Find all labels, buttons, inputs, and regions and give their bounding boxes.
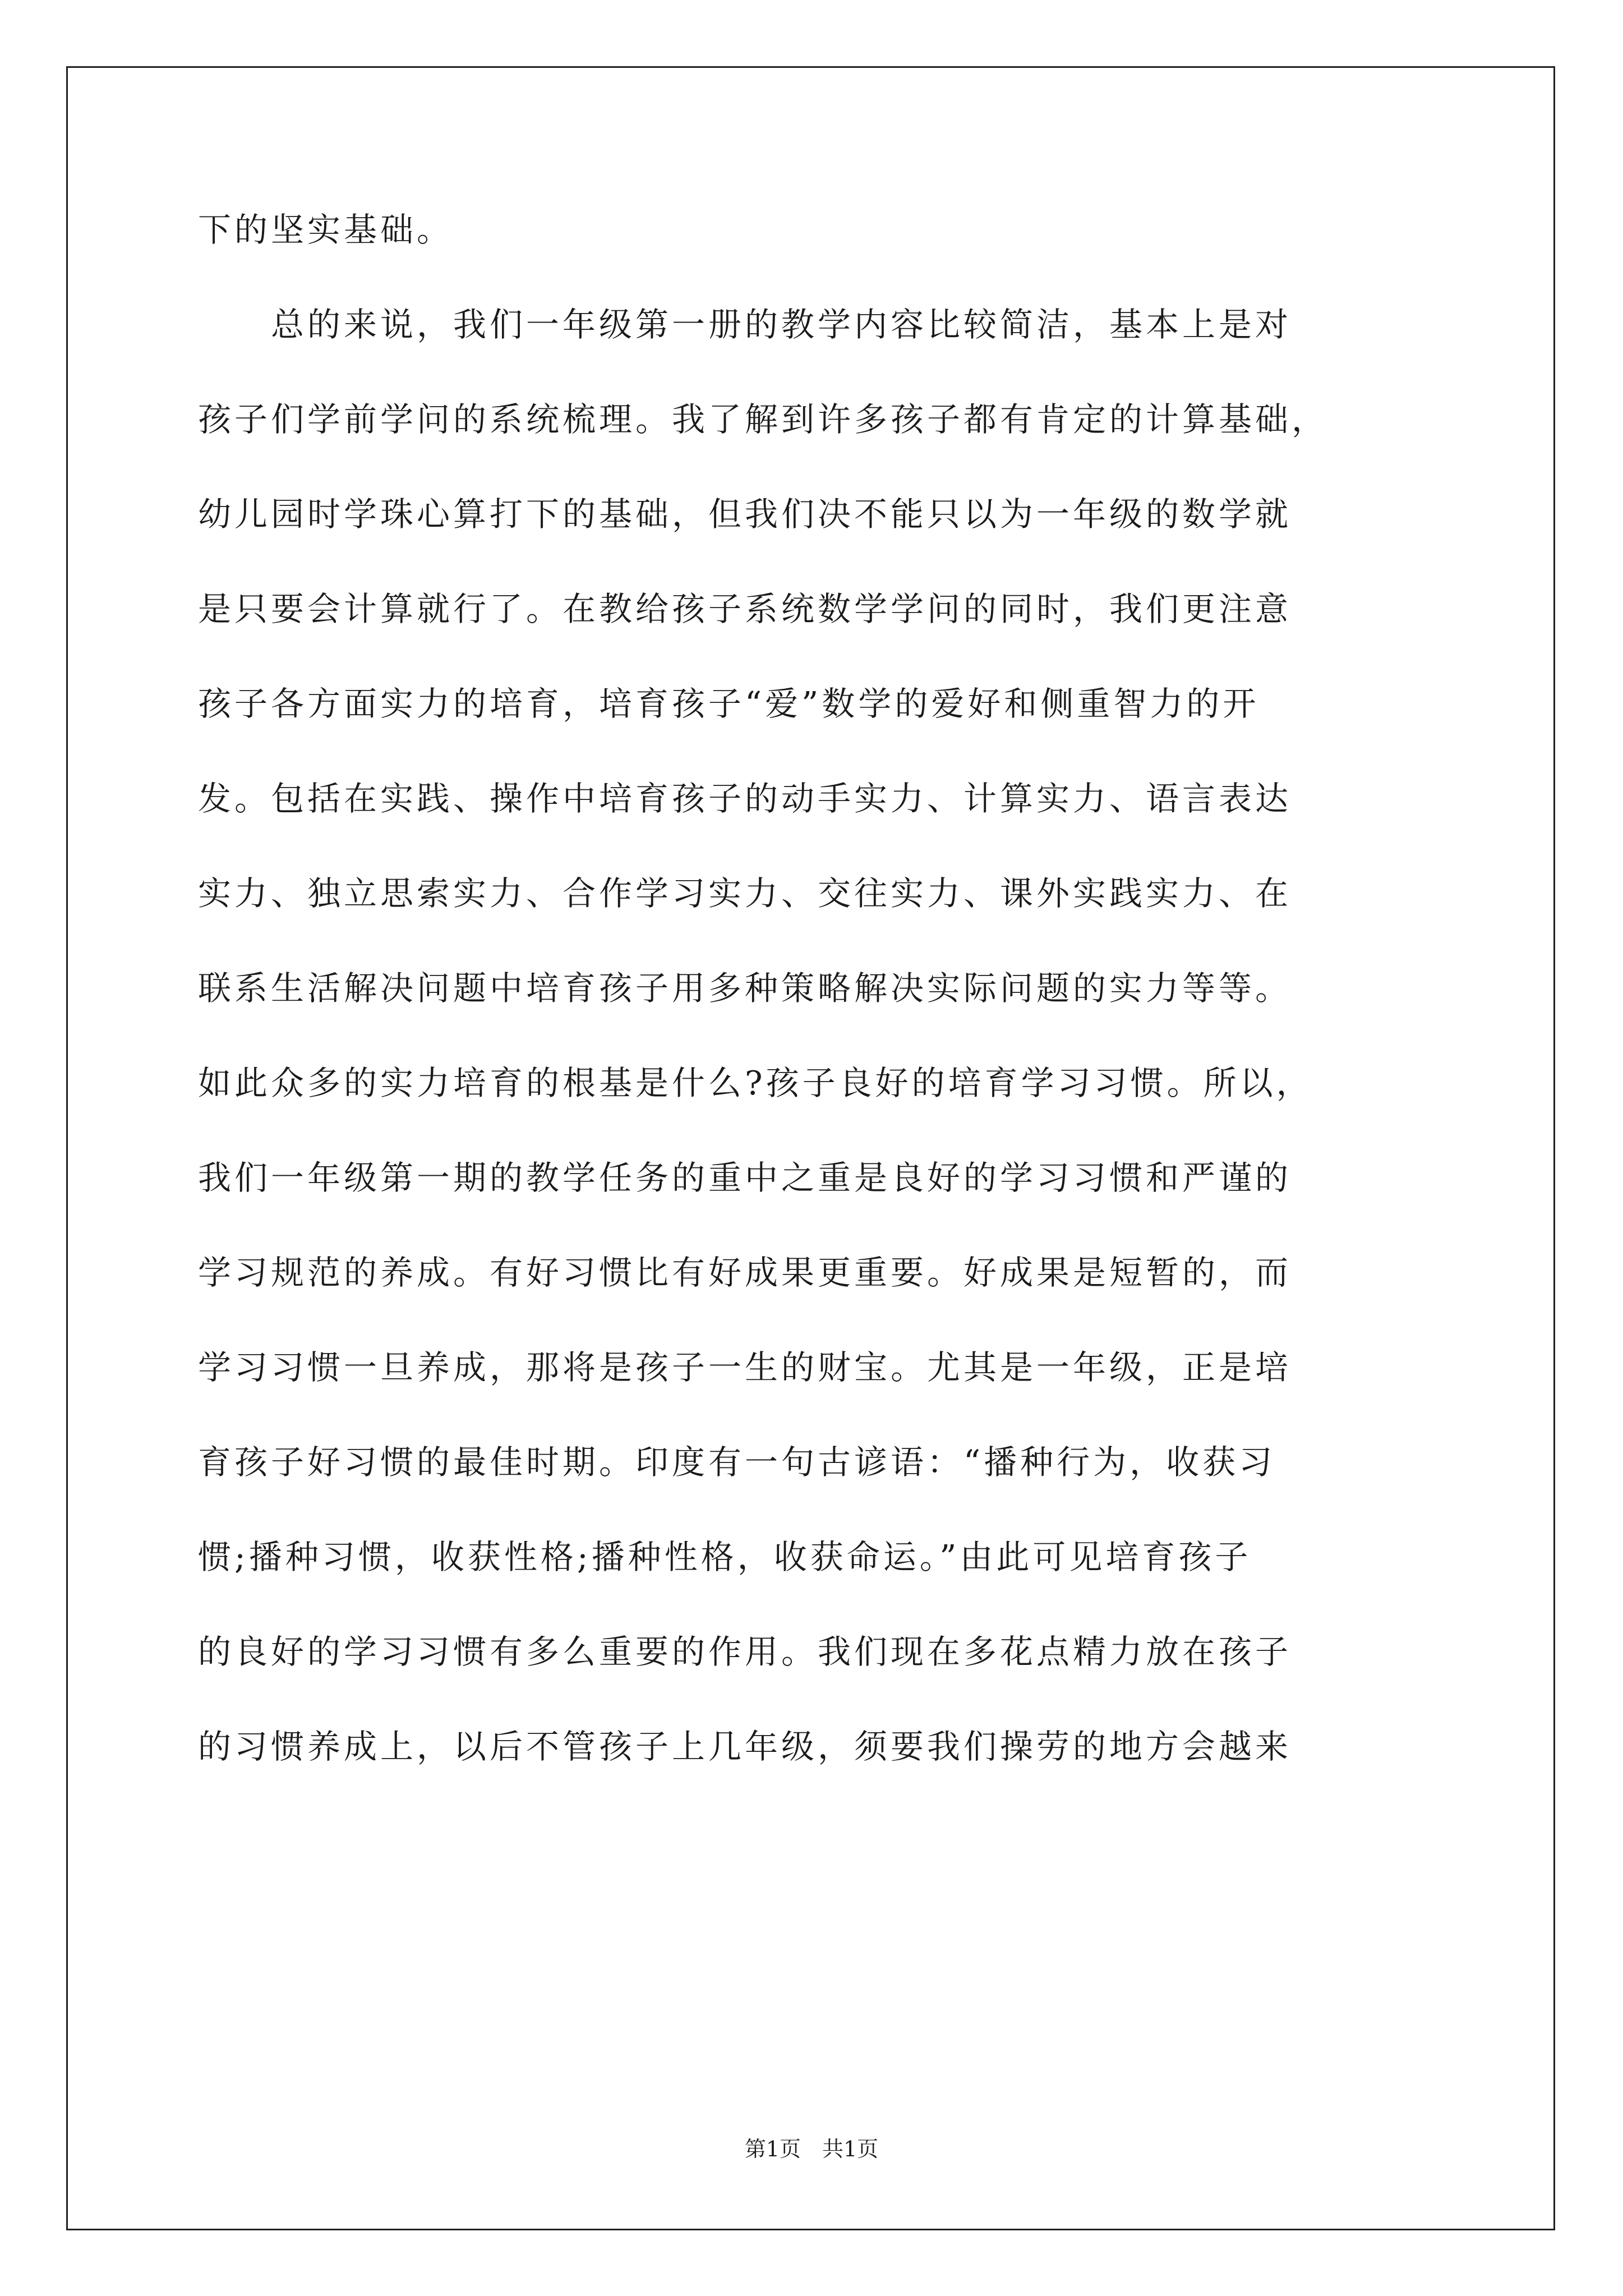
text-line: 的良好的学习习惯有多么重要的作用。我们现在多花点精力放在孩子 [198, 1632, 1292, 1671]
text-line: 是只要会计算就行了。在教给孩子系统数学学问的同时，我们更注意 [198, 590, 1292, 628]
text-line: 孩子们学前学问的系统梳理。我了解到许多孩子都有肯定的计算基础， [198, 400, 1329, 439]
page-border [66, 66, 1555, 2230]
text-line: 孩子各方面实力的培育，培育孩子“爱”数学的爱好和侧重智力的开 [198, 684, 1260, 723]
text-line: 下的坚实基础。 [198, 210, 454, 249]
text-line: 联系生活解决问题中培育孩子用多种策略解决实际问题的实力等等。 [198, 969, 1292, 1007]
text-line: 实力、独立思索实力、合作学习实力、交往实力、课外实践实力、在 [198, 874, 1292, 913]
text-line: 如此众多的实力培育的根基是什么?孩子良好的培育学习习惯。所以， [198, 1064, 1313, 1102]
text-line: 学习习惯一旦养成，那将是孩子一生的财宝。尤其是一年级，正是培 [198, 1348, 1292, 1387]
text-line: 学习规范的养成。有好习惯比有好成果更重要。好成果是短暂的，而 [198, 1253, 1292, 1292]
page-number-footer: 第1页 共1页 [744, 2137, 879, 2161]
text-line: 发。包括在实践、操作中培育孩子的动手实力、计算实力、语言表达 [198, 779, 1292, 818]
text-line: 幼儿园时学珠心算打下的基础，但我们决不能只以为一年级的数学就 [198, 495, 1292, 533]
text-line: 总的来说，我们一年级第一册的教学内容比较简洁，基本上是对 [198, 305, 1292, 344]
text-line: 的习惯养成上，以后不管孩子上几年级，须要我们操劳的地方会越来 [198, 1727, 1292, 1766]
text-line: 惯;播种习惯，收获性格;播种性格，收获命运。”由此可见培育孩子 [198, 1538, 1252, 1576]
text-line: 我们一年级第一期的教学任务的重中之重是良好的学习习惯和严谨的 [198, 1158, 1292, 1197]
text-line: 育孩子好习惯的最佳时期。印度有一句古谚语：“播种行为，收获习 [198, 1443, 1276, 1481]
